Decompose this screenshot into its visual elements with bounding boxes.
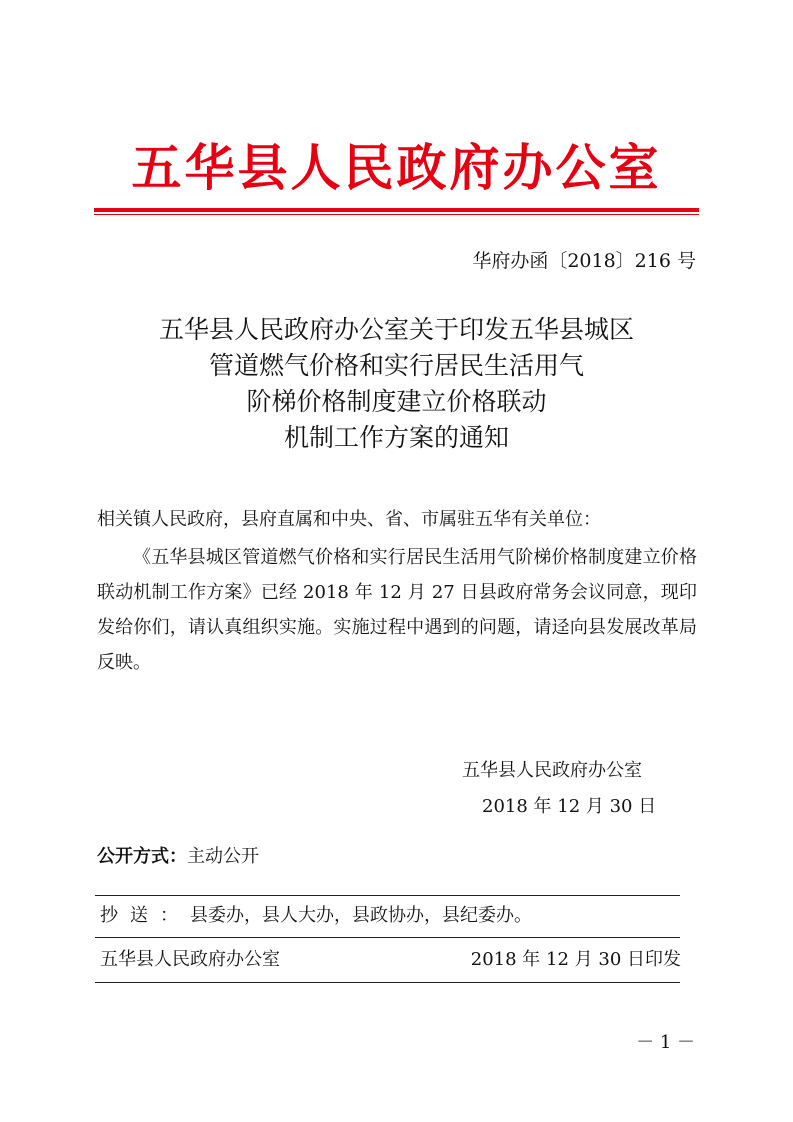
document-title <box>95 312 698 456</box>
masthead-title: 五华县人民政府办公室 <box>131 139 662 197</box>
recipients-line: 相关镇人民政府，县府直属和中央、省、市属驻五华有关单位： <box>97 509 601 530</box>
document-number: 华府办函〔2018〕216 号 <box>472 250 696 272</box>
masthead-red-rule-thick <box>94 208 699 212</box>
signature-date: 2018 年 12 月 30 日 <box>482 796 657 817</box>
title-line: 管道燃气价格和实行居民生活用气 <box>208 351 584 380</box>
masthead-red-rule-thin <box>94 214 699 215</box>
title-line: 阶梯价格制度建立价格联动 <box>246 387 547 416</box>
signature-org: 五华县人民政府办公室 <box>462 760 642 781</box>
page-number: － 1 － <box>636 1032 695 1053</box>
footer-divider-middle <box>95 937 680 938</box>
disclosure-value: 主动公开 <box>187 846 259 867</box>
footer-divider-bottom <box>95 982 680 983</box>
title-line: 五华县人民政府办公室关于印发五华县城区 <box>158 315 634 344</box>
issuer-name: 五华县人民政府办公室 <box>100 949 280 970</box>
cc-value: 县委办，县人大办，县政协办，县纪委办。 <box>190 905 532 926</box>
cc-label: 抄送： <box>100 905 190 926</box>
cc-line <box>100 902 532 930</box>
disclosure-line <box>97 843 259 871</box>
disclosure-label: 公开方式： <box>97 846 187 867</box>
body-paragraph: 《五华县城区管道燃气价格和实行居民生活用气阶梯价格制度建立价格联动机制工作方案》已经 2018 年 12 月 27 日县政府常务会议同意，现印发给你们，请认真组织实施。实施过程中遇到的问题，请迳向县发展改革局反映。 <box>97 547 697 673</box>
footer-divider-top <box>95 895 680 896</box>
title-line: 机制工作方案的通知 <box>283 423 509 452</box>
issue-date: 2018 年 12 月 30 日印发 <box>470 949 681 970</box>
